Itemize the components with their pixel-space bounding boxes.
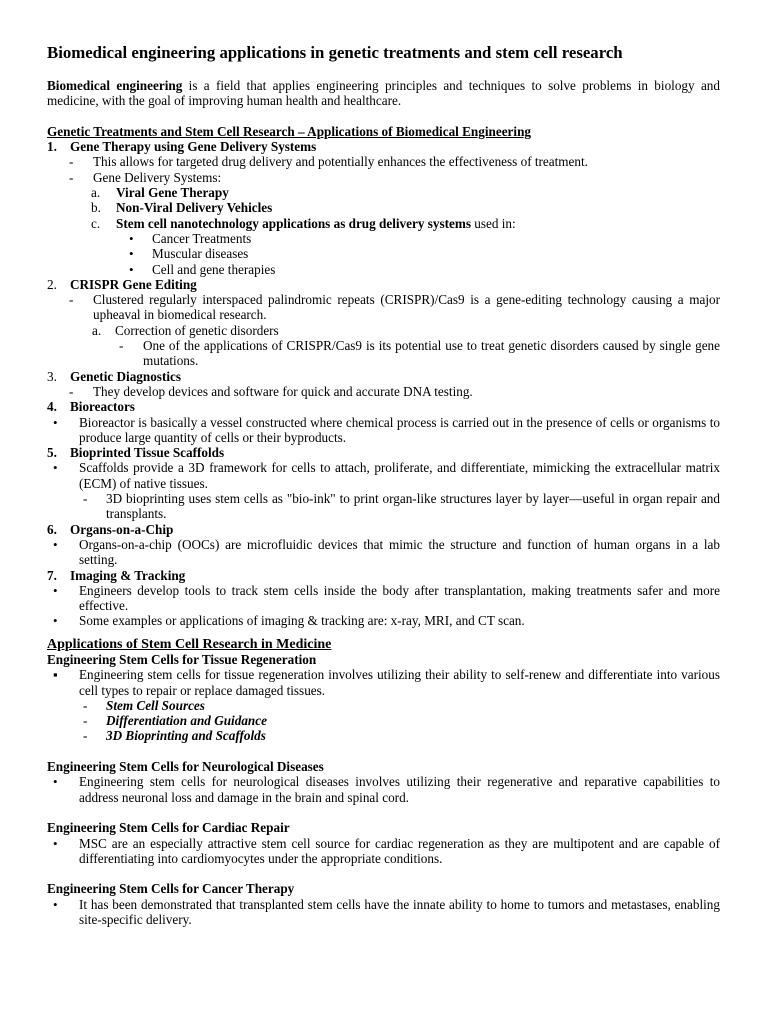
dash-item: [47, 384, 720, 399]
bullet-item: [47, 583, 720, 614]
bullet-item: [47, 262, 720, 277]
list-number: 2.: [47, 276, 57, 292]
dash-item-text: 3D Bioprinting and Scaffolds: [106, 728, 266, 744]
bullet-text: Engineers develop tools to track stem cells inside the body after transplantation, making treatments safer and more effective.: [79, 582, 720, 614]
dash-item: [47, 154, 720, 169]
bullet-marker: •: [53, 414, 58, 430]
alpha-item-correction: [47, 323, 720, 338]
list-item-bioreactors: [47, 399, 720, 414]
dash-item: [47, 170, 720, 185]
bullet-item: [47, 415, 720, 446]
list-item-gene-therapy: [47, 139, 720, 154]
bullet-text: Engineering stem cells for neurological diseases involves utilizing their regenerative and reparative capabilities to address neuronal loss and damage in the brain and spinal cord.: [79, 774, 720, 805]
bullet-text: Engineering stem cells for tissue regeneration involves utilizing their ability to self-renew and differentiate into various cell types to repair or replace damaged tissues.: [79, 667, 720, 698]
dash-marker: -: [83, 491, 88, 507]
bullet-text: Scaffolds provide a 3D framework for cells to attach, proliferate, and differentiate, mimicking the extracellular matrix (ECM) of native tissues.: [79, 460, 720, 491]
list-item-genetic-diagnostics: [47, 369, 720, 384]
dash-item-text: Stem Cell Sources: [106, 697, 205, 713]
bullet-item: [47, 460, 720, 491]
bullet-text: Bioreactor is basically a vessel constructed where chemical process is carried out in the presence of cells or organisms to produce large quantity of cells or their byproducts.: [79, 414, 720, 445]
bullet-text: It has been demonstrated that transplanted stem cells have the innate ability to home to tumors and metastases, enabling site-specific delivery.: [79, 896, 720, 928]
list-item-organs-on-chip: [47, 522, 720, 537]
bullet-text: Organs-on-a-chip (OOCs) are microfluidic devices that mimic the structure and function of human organs in a lab setting.: [79, 536, 720, 568]
list-number: 3.: [47, 368, 57, 384]
bullet-item: [47, 231, 720, 246]
dash-item: [47, 491, 720, 522]
dash-item-text: Clustered regularly interspaced palindromic repeats (CRISPR)/Cas9 is a gene-editing technology causing a major upheaval in biomedical research.: [93, 292, 720, 323]
document-title: Biomedical engineering applications in genetic treatments and stem cell research: [47, 43, 623, 62]
alpha-item-viral: [47, 185, 720, 200]
list-item-title: Organs-on-a-Chip: [70, 521, 174, 537]
subsection-title-tissue-regeneration: Engineering Stem Cells for Tissue Regeneration: [47, 651, 317, 667]
list-item-imaging-tracking: [47, 568, 720, 583]
intro-term: Biomedical engineering: [47, 78, 183, 93]
list-number: 4.: [47, 399, 57, 415]
intro-paragraph: [47, 78, 720, 109]
bullet-marker: •: [53, 536, 58, 552]
subsection-title-cardiac: Engineering Stem Cells for Cardiac Repair: [47, 820, 290, 836]
bullet-item: [47, 836, 720, 867]
bullet-marker: •: [129, 246, 134, 262]
dash-marker: -: [83, 713, 88, 729]
dash-item-text: 3D bioprinting uses stem cells as "bio-ink" to print organ-like structures layer by layer—useful in organ repair and transplants.: [106, 491, 720, 522]
bullet-item: [47, 897, 720, 928]
list-item-title: Bioprinted Tissue Scaffolds: [70, 445, 225, 461]
bullet-text: Some examples or applications of imaging & tracking are: x-ray, MRI, and CT scan.: [79, 613, 525, 629]
dash-marker: -: [69, 383, 74, 399]
bullet-marker: •: [53, 460, 58, 476]
intro-text: is a field that applies engineering principles and techniques to solve problems in biology and medicine, with the goal of improving human health and healthcare.: [47, 78, 720, 109]
list-item-title: Gene Therapy using Gene Delivery Systems: [70, 139, 317, 155]
alpha-item-text: Viral Gene Therapy: [116, 185, 229, 201]
dash-item: [47, 338, 720, 369]
dash-item-text: Gene Delivery Systems:: [93, 169, 222, 185]
alpha-item-non-viral: [47, 200, 720, 215]
bullet-marker: •: [53, 896, 58, 912]
section-heading-genetic-treatments: Genetic Treatments and Stem Cell Research – Applications of Biomedical Engineering: [47, 123, 532, 139]
bullet-marker: •: [129, 230, 134, 246]
alpha-marker: a.: [91, 185, 101, 201]
alpha-item-text: Correction of genetic disorders: [115, 322, 279, 338]
dash-marker: -: [69, 169, 74, 185]
dash-marker: -: [83, 728, 88, 744]
document-body: [47, 78, 720, 927]
bullet-item: [47, 774, 720, 805]
dash-item-text: This allows for targeted drug delivery and potentially enhances the effectiveness of treatment.: [93, 154, 588, 170]
list-number: 1.: [47, 139, 57, 155]
dash-item: [47, 728, 720, 743]
bullet-item: [47, 613, 720, 628]
dash-item-text: Differentiation and Guidance: [106, 713, 267, 729]
dash-item-text: They develop devices and software for quick and accurate DNA testing.: [93, 383, 473, 399]
bullet-marker: •: [53, 613, 58, 629]
list-item-title: Bioreactors: [70, 399, 135, 415]
list-number: 5.: [47, 445, 57, 461]
alpha-marker: c.: [91, 215, 101, 231]
alpha-marker: b.: [91, 200, 101, 216]
dash-marker: -: [119, 338, 124, 354]
bullet-marker: •: [53, 774, 58, 790]
bullet-text: Muscular diseases: [152, 246, 249, 262]
list-item-title: CRISPR Gene Editing: [70, 276, 197, 292]
list-item-title: Imaging & Tracking: [70, 567, 186, 583]
bullet-text: Cancer Treatments: [152, 230, 252, 246]
list-item-title: Genetic Diagnostics: [70, 368, 181, 384]
subsection-title-neurological: Engineering Stem Cells for Neurological Diseases: [47, 759, 324, 775]
dash-marker: -: [83, 697, 88, 713]
list-item-crispr: [47, 277, 720, 292]
bullet-item: [47, 667, 720, 698]
subsection-title-cancer: Engineering Stem Cells for Cancer Therapy: [47, 881, 295, 897]
alpha-item-nanotech: [47, 216, 720, 231]
list-number: 7.: [47, 567, 57, 583]
alpha-marker: a.: [92, 322, 102, 338]
dash-marker: -: [69, 154, 74, 170]
dash-item: [47, 292, 720, 323]
list-number: 6.: [47, 521, 57, 537]
bullet-marker: •: [129, 261, 134, 277]
alpha-item-text-bold: Stem cell nanotechnology applications as drug delivery systems: [116, 215, 471, 231]
dash-item-text: One of the applications of CRISPR/Cas9 is its potential use to treat genetic disorders caused by single gene mutations.: [143, 338, 720, 369]
section-heading-stem-cell-applications: Applications of Stem Cell Research in Medicine: [47, 636, 332, 652]
bullet-text: Cell and gene therapies: [152, 261, 276, 277]
bullet-text: MSC are an especially attractive stem cell source for cardiac regeneration as they are multipotent and are capable of differentiating into cardiomyocytes under the appropriate conditions.: [79, 835, 720, 866]
dash-marker: -: [69, 292, 74, 308]
list-item-bioprinted-scaffolds: [47, 445, 720, 460]
alpha-item-text: Non-Viral Delivery Vehicles: [116, 200, 273, 216]
bullet-item: [47, 246, 720, 261]
alpha-item-text: used in:: [470, 215, 516, 231]
dash-item: [47, 698, 720, 713]
bullet-marker: •: [53, 835, 58, 851]
bullet-marker: ▪: [53, 667, 58, 683]
bullet-marker: •: [53, 582, 58, 598]
dash-item: [47, 713, 720, 728]
bullet-item: [47, 537, 720, 568]
